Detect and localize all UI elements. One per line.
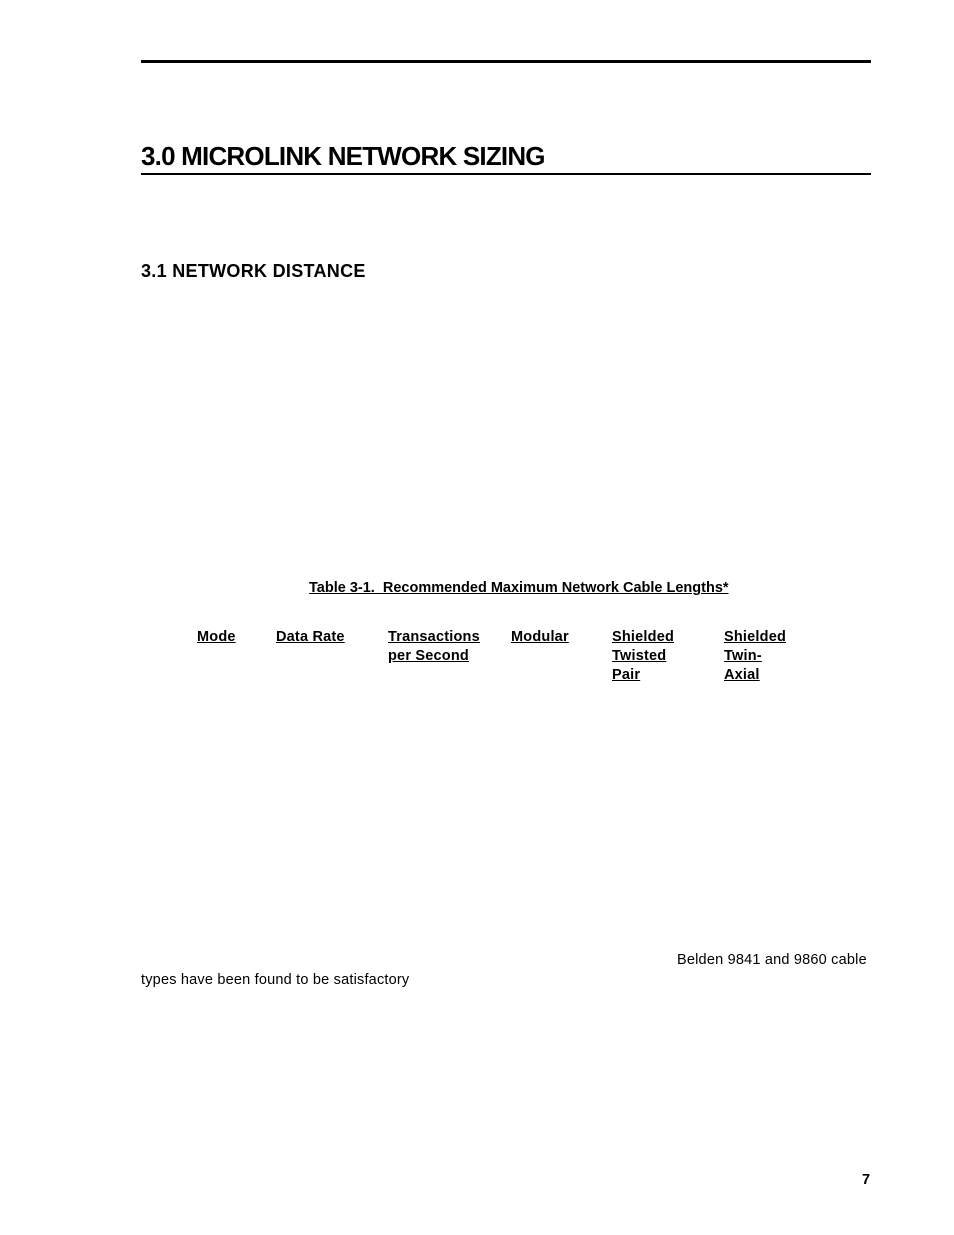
column-header-line: Pair bbox=[612, 667, 641, 683]
column-header-line: Twisted bbox=[612, 648, 667, 664]
column-header-line: Mode bbox=[197, 629, 236, 645]
column-header-line: Shielded bbox=[724, 629, 787, 645]
section-title: 3.1 NETWORK DISTANCE bbox=[141, 261, 366, 281]
column-header-transactions bbox=[388, 628, 480, 666]
column-header-line: per Second bbox=[388, 648, 469, 664]
table-caption: Table 3-1. Recommended Maximum Network Cable Lengths* bbox=[309, 580, 729, 596]
column-header-shielded-twisted-pair bbox=[612, 628, 674, 685]
body-text-fragment: types have been found to be satisfactory bbox=[141, 972, 410, 988]
column-header-line: Shielded bbox=[612, 629, 675, 645]
column-header-line: Twin- bbox=[724, 648, 762, 664]
column-header-shielded-twin-axial bbox=[724, 628, 786, 685]
top-rule bbox=[141, 60, 871, 63]
column-header-data-rate bbox=[276, 628, 345, 647]
page-number: 7 bbox=[862, 1172, 871, 1188]
body-text-fragment: Belden 9841 and 9860 cable bbox=[677, 952, 867, 968]
chapter-title: 3.0 MICROLINK NETWORK SIZING bbox=[141, 140, 871, 175]
column-header-line: Transactions bbox=[388, 629, 480, 645]
column-header-line: Axial bbox=[724, 667, 760, 683]
column-header-line: Data Rate bbox=[276, 629, 345, 645]
column-header-modular bbox=[511, 628, 569, 647]
column-header-mode bbox=[197, 628, 236, 647]
column-header-line: Modular bbox=[511, 629, 569, 645]
